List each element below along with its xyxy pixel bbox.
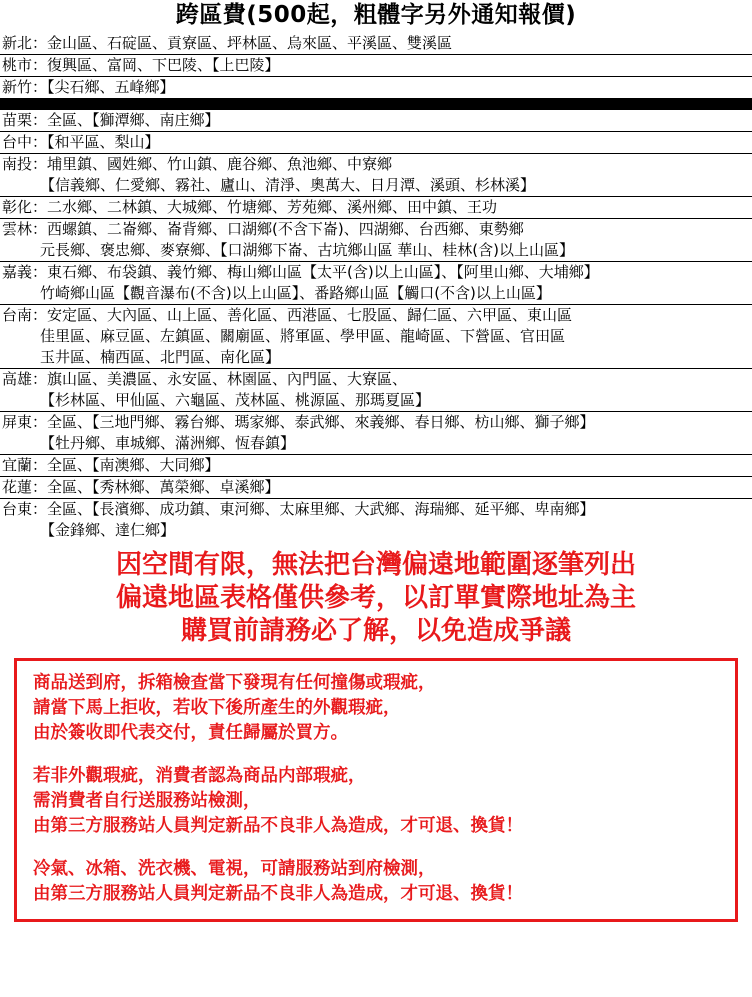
- region-line: 竹崎鄉山區【觀音瀑布(不含)以上山區】、番路鄉山區【觸口(不含)以上山區】: [40, 284, 551, 303]
- policy-line: 冷氣、冰箱、洗衣機、電視，可請服務站到府檢測，: [33, 859, 436, 880]
- region-line: 苗栗：全區、【獅潭鄉、南庄鄉】: [2, 111, 220, 130]
- region-list: [0, 33, 752, 541]
- region-line: 彰化：二水鄉、二林鎮、大城鄉、竹塘鄉、芳苑鄉、溪州鄉、田中鎮、王功: [2, 198, 498, 217]
- notice-line-1: 因空間有限，無法把台灣偏遠地範圍逐筆列出: [115, 550, 636, 581]
- page-title: 跨區費(500起，粗體字另外通知報價): [175, 2, 577, 28]
- region-line: 嘉義：東石鄉、布袋鎮、義竹鄉、梅山鄉山區【太平(含)以上山區】、【阿里山鄉、大埔鄉】: [2, 263, 599, 282]
- policy-line: 商品送到府，拆箱檢查當下發現有任何撞傷或瑕疵，: [33, 673, 436, 694]
- policy-line: 由第三方服務站人員判定新品不良非人為造成，才可退、換貨！: [33, 816, 523, 837]
- region-line: 花蓮：全區、【秀林鄉、萬榮鄉、卓溪鄉】: [2, 478, 280, 497]
- region-row-nantou: [0, 154, 752, 197]
- region-line: 宜蘭：全區、【南澳鄉、大同鄉】: [2, 456, 220, 475]
- region-line: 【牡丹鄉、車城鄉、滿洲鄉、恆春鎮】: [40, 434, 296, 453]
- policy-line: 請當下馬上拒收，若收下後所產生的外觀瑕疵，: [33, 698, 401, 719]
- region-row-newtaipei: [0, 33, 752, 55]
- region-row-hsinchu: [0, 77, 752, 98]
- policy-line: 由於簽收即代表交付，責任歸屬於買方。: [33, 723, 348, 744]
- region-line: 桃市：復興區、富岡、下巴陵、【上巴陵】: [2, 56, 280, 75]
- region-line: 【杉林區、甲仙區、六龜區、茂林區、桃源區、那瑪夏區】: [40, 391, 431, 410]
- notice-line-2: 偏遠地區表格僅供參考，以訂單實際地址為主: [115, 583, 636, 614]
- region-line: 佳里區、麻豆區、左鎮區、關廟區、將軍區、學甲區、龍崎區、下營區、官田區: [40, 327, 566, 346]
- region-row-taichung: [0, 132, 752, 154]
- remote-area-notice: [0, 541, 752, 648]
- policy-gap: [33, 746, 723, 764]
- region-line: 屏東：全區、【三地門鄉、霧台鄉、瑪家鄉、泰武鄉、來義鄉、春日鄉、枋山鄉、獅子鄉】: [2, 413, 595, 432]
- region-row-miaoli: [0, 110, 752, 132]
- region-row-yunlin: [0, 219, 752, 262]
- region-row-yilan: [0, 455, 752, 477]
- region-line: 【金鋒鄉、達仁鄉】: [40, 521, 176, 540]
- region-line: 新北：金山區、石碇區、貢寮區、坪林區、烏來區、平溪區、雙溪區: [2, 34, 453, 53]
- region-line: 元長鄉、褒忠鄉、麥寮鄉、【口湖鄉下崙、古坑鄉山區 華山、桂林(含)以上山區】: [40, 241, 574, 260]
- region-line: 台中：【和平區、梨山】: [2, 133, 160, 152]
- region-line: 新竹：【尖石鄉、五峰鄉】: [2, 78, 175, 97]
- region-row-taitung: [0, 499, 752, 541]
- region-row-pingtung: [0, 412, 752, 455]
- region-row-hualien: [0, 477, 752, 499]
- policy-line: 由第三方服務站人員判定新品不良非人為造成，才可退、換貨！: [33, 884, 523, 905]
- region-line: 南投：埔里鎮、國姓鄉、竹山鎮、鹿谷鄉、魚池鄉、中寮鄉: [2, 155, 393, 174]
- region-row-kaohsiung: [0, 369, 752, 412]
- region-line: 高雄：旗山區、美濃區、永安區、林園區、內門區、大寮區、: [2, 370, 408, 389]
- region-line: 雲林：西螺鎮、二崙鄉、崙背鄉、口湖鄉(不含下崙)、四湖鄉、台西鄉、東勢鄉: [2, 220, 524, 239]
- policy-line: 需消費者自行送服務站檢測，: [33, 791, 261, 812]
- return-policy-box: [14, 658, 738, 922]
- region-row-chiayi: [0, 262, 752, 305]
- region-row-tainan: [0, 305, 752, 369]
- policy-line: 若非外觀瑕疵，消費者認為商品内部瑕疵，: [33, 766, 366, 787]
- region-line: 玉井區、楠西區、北門區、南化區】: [40, 348, 281, 367]
- region-line: 台東：全區、【長濱鄉、成功鎮、東河鄉、太麻里鄉、大武鄉、海瑞鄉、延平鄉、卑南鄉】: [2, 500, 595, 519]
- section-divider-bar: [0, 98, 752, 110]
- region-line: 【信義鄉、仁愛鄉、霧社、廬山、清淨、奧萬大、日月潭、溪頭、杉林溪】: [40, 176, 536, 195]
- notice-line-3: 購買前請務必了解，以免造成爭議: [180, 616, 571, 647]
- region-line: 台南：安定區、大內區、山上區、善化區、西港區、七股區、歸仁區、六甲區、東山區: [2, 306, 573, 325]
- policy-gap: [33, 839, 723, 857]
- region-row-taoyuan: [0, 55, 752, 77]
- region-row-changhua: [0, 197, 752, 219]
